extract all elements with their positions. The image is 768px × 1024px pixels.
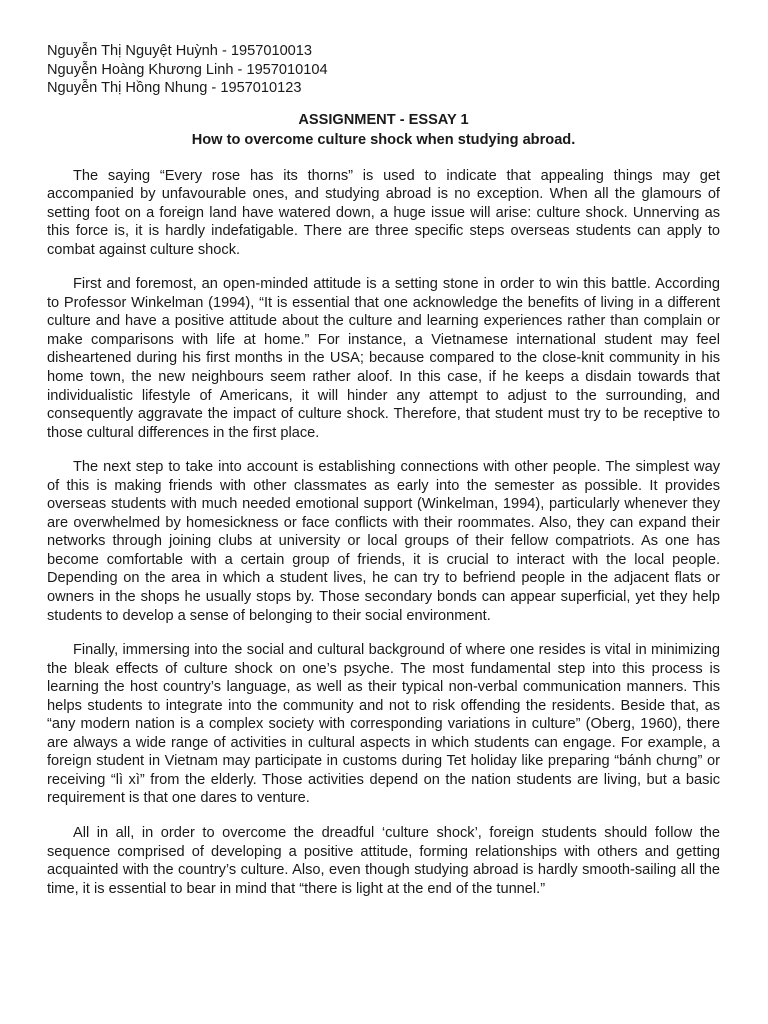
- essay-body: [47, 167, 720, 899]
- author-line: Nguyễn Thị Hồng Nhung - 1957010123: [47, 80, 302, 96]
- paragraph-conclusion: All in all, in order to overcome the dreadful ‘culture shock’, foreign students should follow the sequence comprised of developing a positive attitude, forming relationships with others and getting acquainted with the country’s culture. Also, even though studying abroad is hardly smooth-sailing all the time, it is essential to bear in mind that “there is light at the end of the tunnel.”: [47, 825, 720, 897]
- author-line: Nguyễn Thị Nguyệt Huỳnh - 1957010013: [47, 43, 313, 59]
- author-line: Nguyễn Hoàng Khương Linh - 1957010104: [47, 61, 328, 78]
- document-page: [47, 42, 720, 898]
- paragraph-introduction: The saying “Every rose has its thorns” is used to indicate that appealing things may get accompanied by unfavourable ones, and studying abroad is no exception. When all the glamours of setting foot on a foreign land have watered down, a huge issue will arise: culture shock. Unnerving as this force is, it is hardly indefatigable. There are three specific steps overseas students can apply to combat against culture shock.: [47, 167, 720, 258]
- essay-subtitle: How to overcome culture shock when studying abroad.: [191, 131, 576, 148]
- paragraph-cultural-immersion: Finally, immersing into the social and cultural background of where one resides is vital in minimizing the bleak effects of culture shock on one’s psyche. The most fundamental step into this process is learning the host country’s language, as well as their typical non-verbal communication manners. This helps students to integrate into the community and not to risk offending the residents. Beside that, as “any modern nation is a complex society with corresponding variations in culture” (Oberg, 1960), there are always a wide range of activities in cultural aspects in which students can engage. For example, a foreign student in Vietnam may participate in customs during Tet holiday like preparing “bánh chưng” or receiving “lì xì” from the elderly. Those activities depend on the nation students are living, but a basic requirement is that one dares to venture.: [47, 642, 720, 807]
- essay-heading: [47, 110, 720, 150]
- author-list: [47, 42, 720, 98]
- paragraph-open-minded-attitude: First and foremost, an open-minded attitude is a setting stone in order to win this battle. According to Professor Winkelman (1994), “It is essential that one acknowledge the benefits of living in a different culture and have a positive attitude about the culture and learning experiences rather than complain or make comparisons with life at home.” For instance, a Vietnamese international student may feel disheartened during his first months in the USA; because compared to the close-knit community in his home town, the new neighbours seem rather aloof. In this case, if he keeps a disdain towards that individualistic lifestyle of Americans, it will hinder any attempt to adjust to the surrounding, and consequently aggravate the impact of culture shock. Therefore, that student must try to be receptive to those cultural differences in the first place.: [47, 276, 720, 441]
- paragraph-establishing-connections: The next step to take into account is establishing connections with other people. The simplest way of this is making friends with other classmates as early into the semester as possible. It provides overseas students with much needed emotional support (Winkelman, 1994), particularly whenever they are overwhelmed by homesickness or face conflicts with their roommates. Also, they can expand their networks through joining clubs at university or local groups of their fellow compatriots. As one has become comfortable with a certain group of friends, it is crucial to interact with the local people. Depending on the area in which a student lives, he can try to befriend people in the adjacent flats or owners in the shops he usually stops by. Those secondary bonds can appear superficial, yet they help students to develop a sense of belonging to their social environment.: [47, 459, 720, 624]
- assignment-title: ASSIGNMENT - ESSAY 1: [298, 111, 469, 128]
